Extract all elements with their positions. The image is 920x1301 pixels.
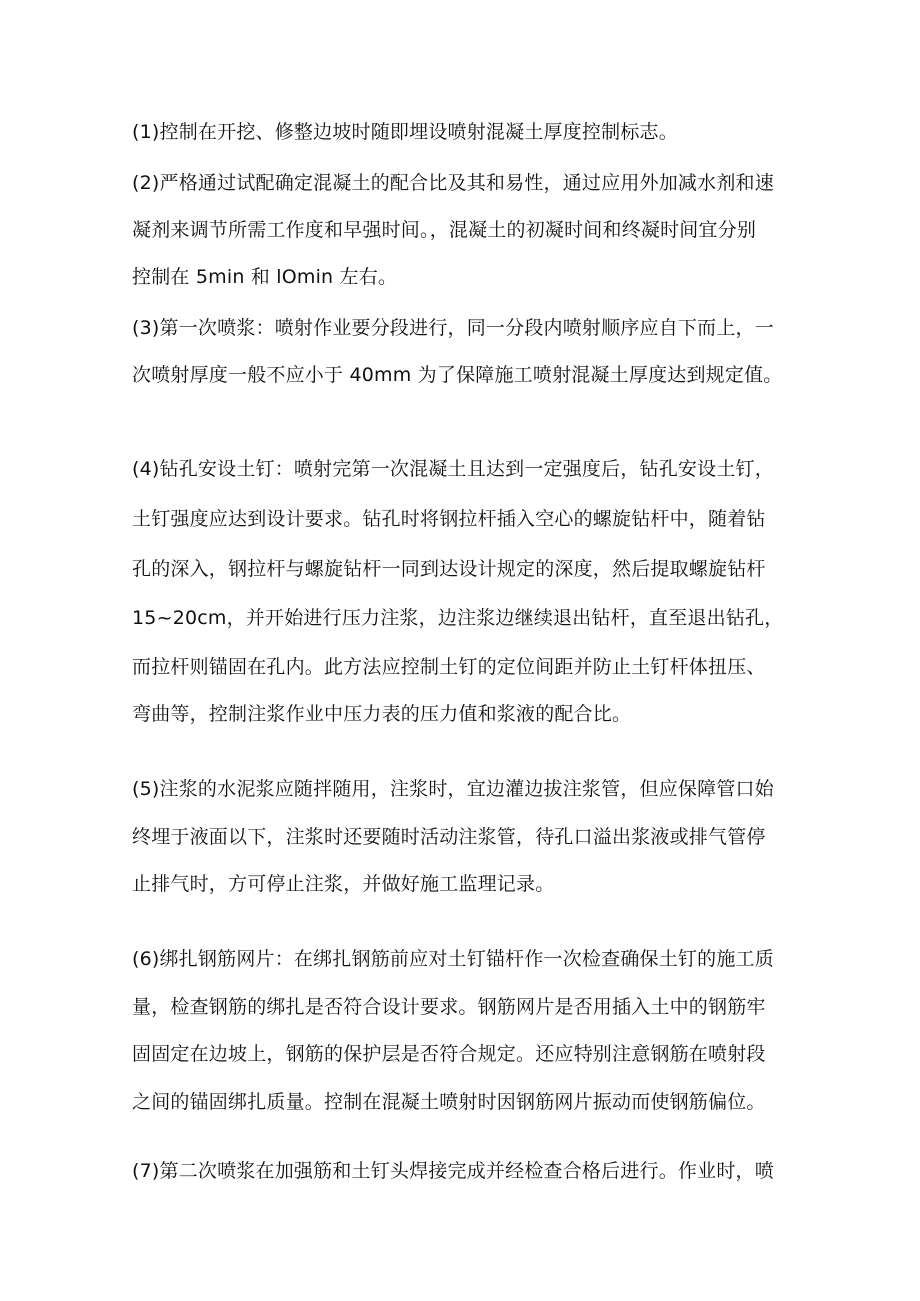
text-line: 终埋于液面以下，注浆时还要随时活动注浆管，待孔口溢出浆液或排气管停 <box>132 826 766 848</box>
text-line: 固固定在边坡上，钢筋的保护层是否符合规定。还应特别注意钢筋在喷射段 <box>132 1043 766 1065</box>
text-line: 15~20cm，并开始进行压力注浆，边注浆边继续退出钻杆，直至退出钻孔， <box>132 607 784 629</box>
text-line: (7)第二次喷浆在加强筋和土钉头焊接完成并经检查合格后进行。作业时，喷 <box>132 1160 774 1182</box>
text-line: 控制在 5min 和 lOmin 左右。 <box>132 266 398 288</box>
text-line: (5)注浆的水泥浆应随拌随用，注浆时，宜边灌边拔注浆管，但应保障管口始 <box>132 778 774 800</box>
text-line: (1)控制在开挖、修整边坡时随即埋设喷射混凝土厚度控制标志。 <box>132 121 678 143</box>
text-line: (4)钻孔安设土钉：喷射完第一次混凝土且达到一定强度后，钻孔安设土钉， <box>132 458 774 480</box>
text-line: 凝剂来调节所需工作度和早强时间。，混凝土的初凝时间和终凝时间宜分别 <box>132 219 757 241</box>
text-line: 而拉杆则锚固在孔内。此方法应控制土钉的定位间距并防止土钉杆体扭压、 <box>132 656 766 678</box>
text-line: 量，检查钢筋的绑扎是否符合设计要求。钢筋网片是否用插入土中的钢筋牢 <box>132 996 766 1018</box>
text-line: 弯曲等，控制注浆作业中压力表的压力值和浆液的配合比。 <box>132 703 632 725</box>
text-line: (3)第一次喷浆：喷射作业要分段进行，同一分段内喷射顺序应自下而上，一 <box>132 317 774 339</box>
text-line: (6)绑扎钢筋网片：在绑扎钢筋前应对土钉锚杆作一次检查确保土钉的施工质 <box>132 948 774 970</box>
text-line: 次喷射厚度一般不应小于 40mm 为了保障施工喷射混凝土厚度达到规定值。 <box>132 364 783 386</box>
text-line: 土钉强度应达到设计要求。钻孔时将钢拉杆插入空心的螺旋钻杆中，随着钻 <box>132 508 766 530</box>
text-line: 孔的深入，钢拉杆与螺旋钻杆一同到达设计规定的深度，然后提取螺旋钻杆 <box>132 558 766 580</box>
text-line: 止排气时，方可停止注浆，并做好施工监理记录。 <box>132 873 555 895</box>
text-line: (2)严格通过试配确定混凝土的配合比及其和易性，通过应用外加减水剂和速 <box>132 172 774 194</box>
text-line: 之间的锚固绑扎质量。控制在混凝土喷射时因钢筋网片振动而使钢筋偏位。 <box>132 1091 766 1113</box>
